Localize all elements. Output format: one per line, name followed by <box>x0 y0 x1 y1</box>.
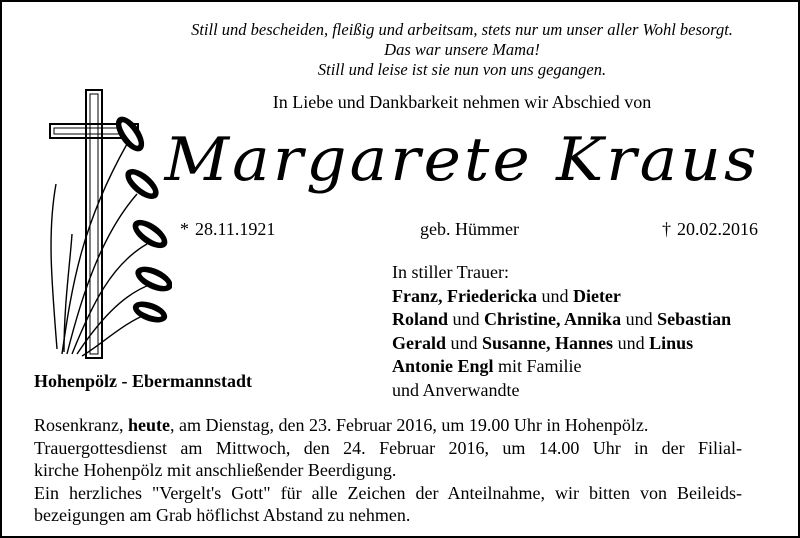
mourners-line-2: Roland und Christine, Annika und Sebastian <box>392 309 732 329</box>
service-line-1: Rosenkranz, heute, am Dienstag, den 23. Februar 2016, um 19.00 Uhr in Hohenpölz. <box>34 415 649 435</box>
poem-line-3: Still und leise ist sie nun von uns gegangen. <box>317 60 607 79</box>
mourners-heading: In stiller Trauer: <box>392 262 509 282</box>
mourners-line-3: Gerald und Susanne, Hannes und Linus <box>392 332 694 353</box>
service-line-4: Ein herzliches "Vergelt's Gott" für alle Zeichen der Anteilnahme, wir bitten von Beileids- <box>34 482 742 503</box>
mourners-line-1: Franz, Friedericka und Dieter <box>392 285 621 306</box>
intro-text: In Liebe und Dankbarkeit nehmen wir Abschied von <box>272 92 652 112</box>
service-line-5: bezeigungen am Grab höflichst Abstand zu nehmen. <box>34 505 411 525</box>
poem <box>152 20 772 80</box>
place-names: Hohenpölz - Ebermannstadt <box>34 371 253 391</box>
deceased-name: Margarete Kraus <box>164 125 760 195</box>
service-line-2: Trauergottesdienst am Mittwoch, den 24. Februar 2016, um 14.00 Uhr in der Filial- <box>34 437 742 458</box>
poem-line-1: Still und bescheiden, fleißig und arbeitsam, stets nur um unser aller Wohl besorgt. <box>191 20 733 39</box>
mourners-line-4: Antonie Engl mit Familie <box>392 356 582 376</box>
service-line-3: kirche Hohenpölz mit anschließender Beerdigung. <box>34 460 397 480</box>
death-date <box>662 219 758 240</box>
poem-line-2: Das war unsere Mama! <box>384 40 540 59</box>
death-date-value: 20.02.2016 <box>677 219 758 239</box>
star-icon: * <box>180 219 189 239</box>
service-details <box>34 414 742 527</box>
mourners-list <box>392 261 731 402</box>
maiden-name: geb. Hümmer <box>420 219 519 239</box>
cross-icon: † <box>662 219 671 239</box>
birth-date-value: 28.11.1921 <box>195 219 276 239</box>
cross-with-wheat-icon <box>42 84 172 364</box>
mourners-line-5: und Anverwandte <box>392 379 520 400</box>
birth-date <box>180 219 275 240</box>
